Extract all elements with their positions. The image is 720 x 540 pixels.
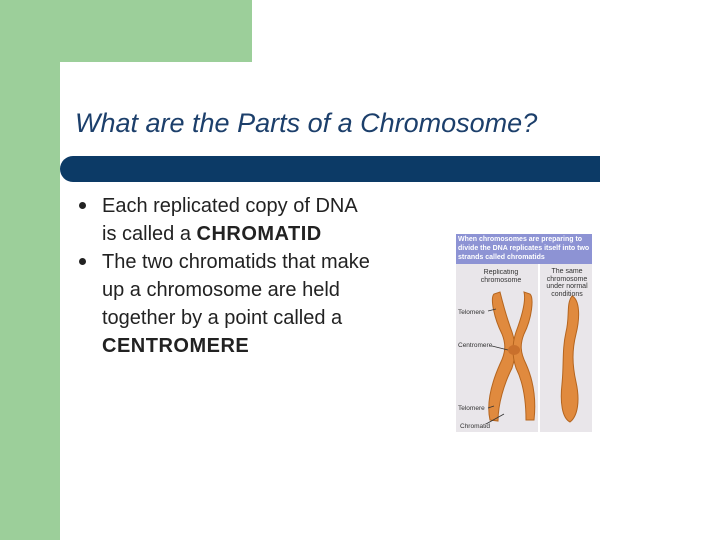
label-chromatid: Chromatid [460, 423, 490, 430]
bullet-term: CHROMATID [196, 223, 322, 245]
panel-divider [538, 264, 540, 432]
label-centromere: Centromere [458, 342, 493, 349]
right-heading: The same chromosome under normal conditions [546, 268, 588, 298]
bullet-dot-icon [79, 258, 86, 265]
bullet-text: Each replicated copy of DNA is called a [102, 195, 357, 245]
single-chromosome [561, 296, 578, 422]
bullet-item [76, 192, 376, 248]
bullet-text: The two chromatids that make up a chromosome are held together by a point called a [102, 251, 370, 329]
label-telomere-top: Telomere [458, 309, 485, 316]
label-telomere-bottom: Telomere [458, 405, 485, 412]
left-heading: Replicating chromosome [480, 269, 522, 284]
bullet-item [76, 248, 376, 360]
green-side-band [0, 0, 60, 540]
figure-caption: When chromosomes are preparing to divide the DNA replicates itself into two strands called chromatids [458, 236, 590, 261]
chromosome-figure [456, 234, 592, 432]
bullet-term: CENTROMERE [102, 335, 250, 357]
slide-title: What are the Parts of a Chromosome? [75, 108, 538, 138]
title-rule [60, 156, 600, 182]
bullet-dot-icon [79, 202, 86, 209]
bullet-list [76, 192, 376, 360]
replicated-chromosome [489, 292, 535, 421]
